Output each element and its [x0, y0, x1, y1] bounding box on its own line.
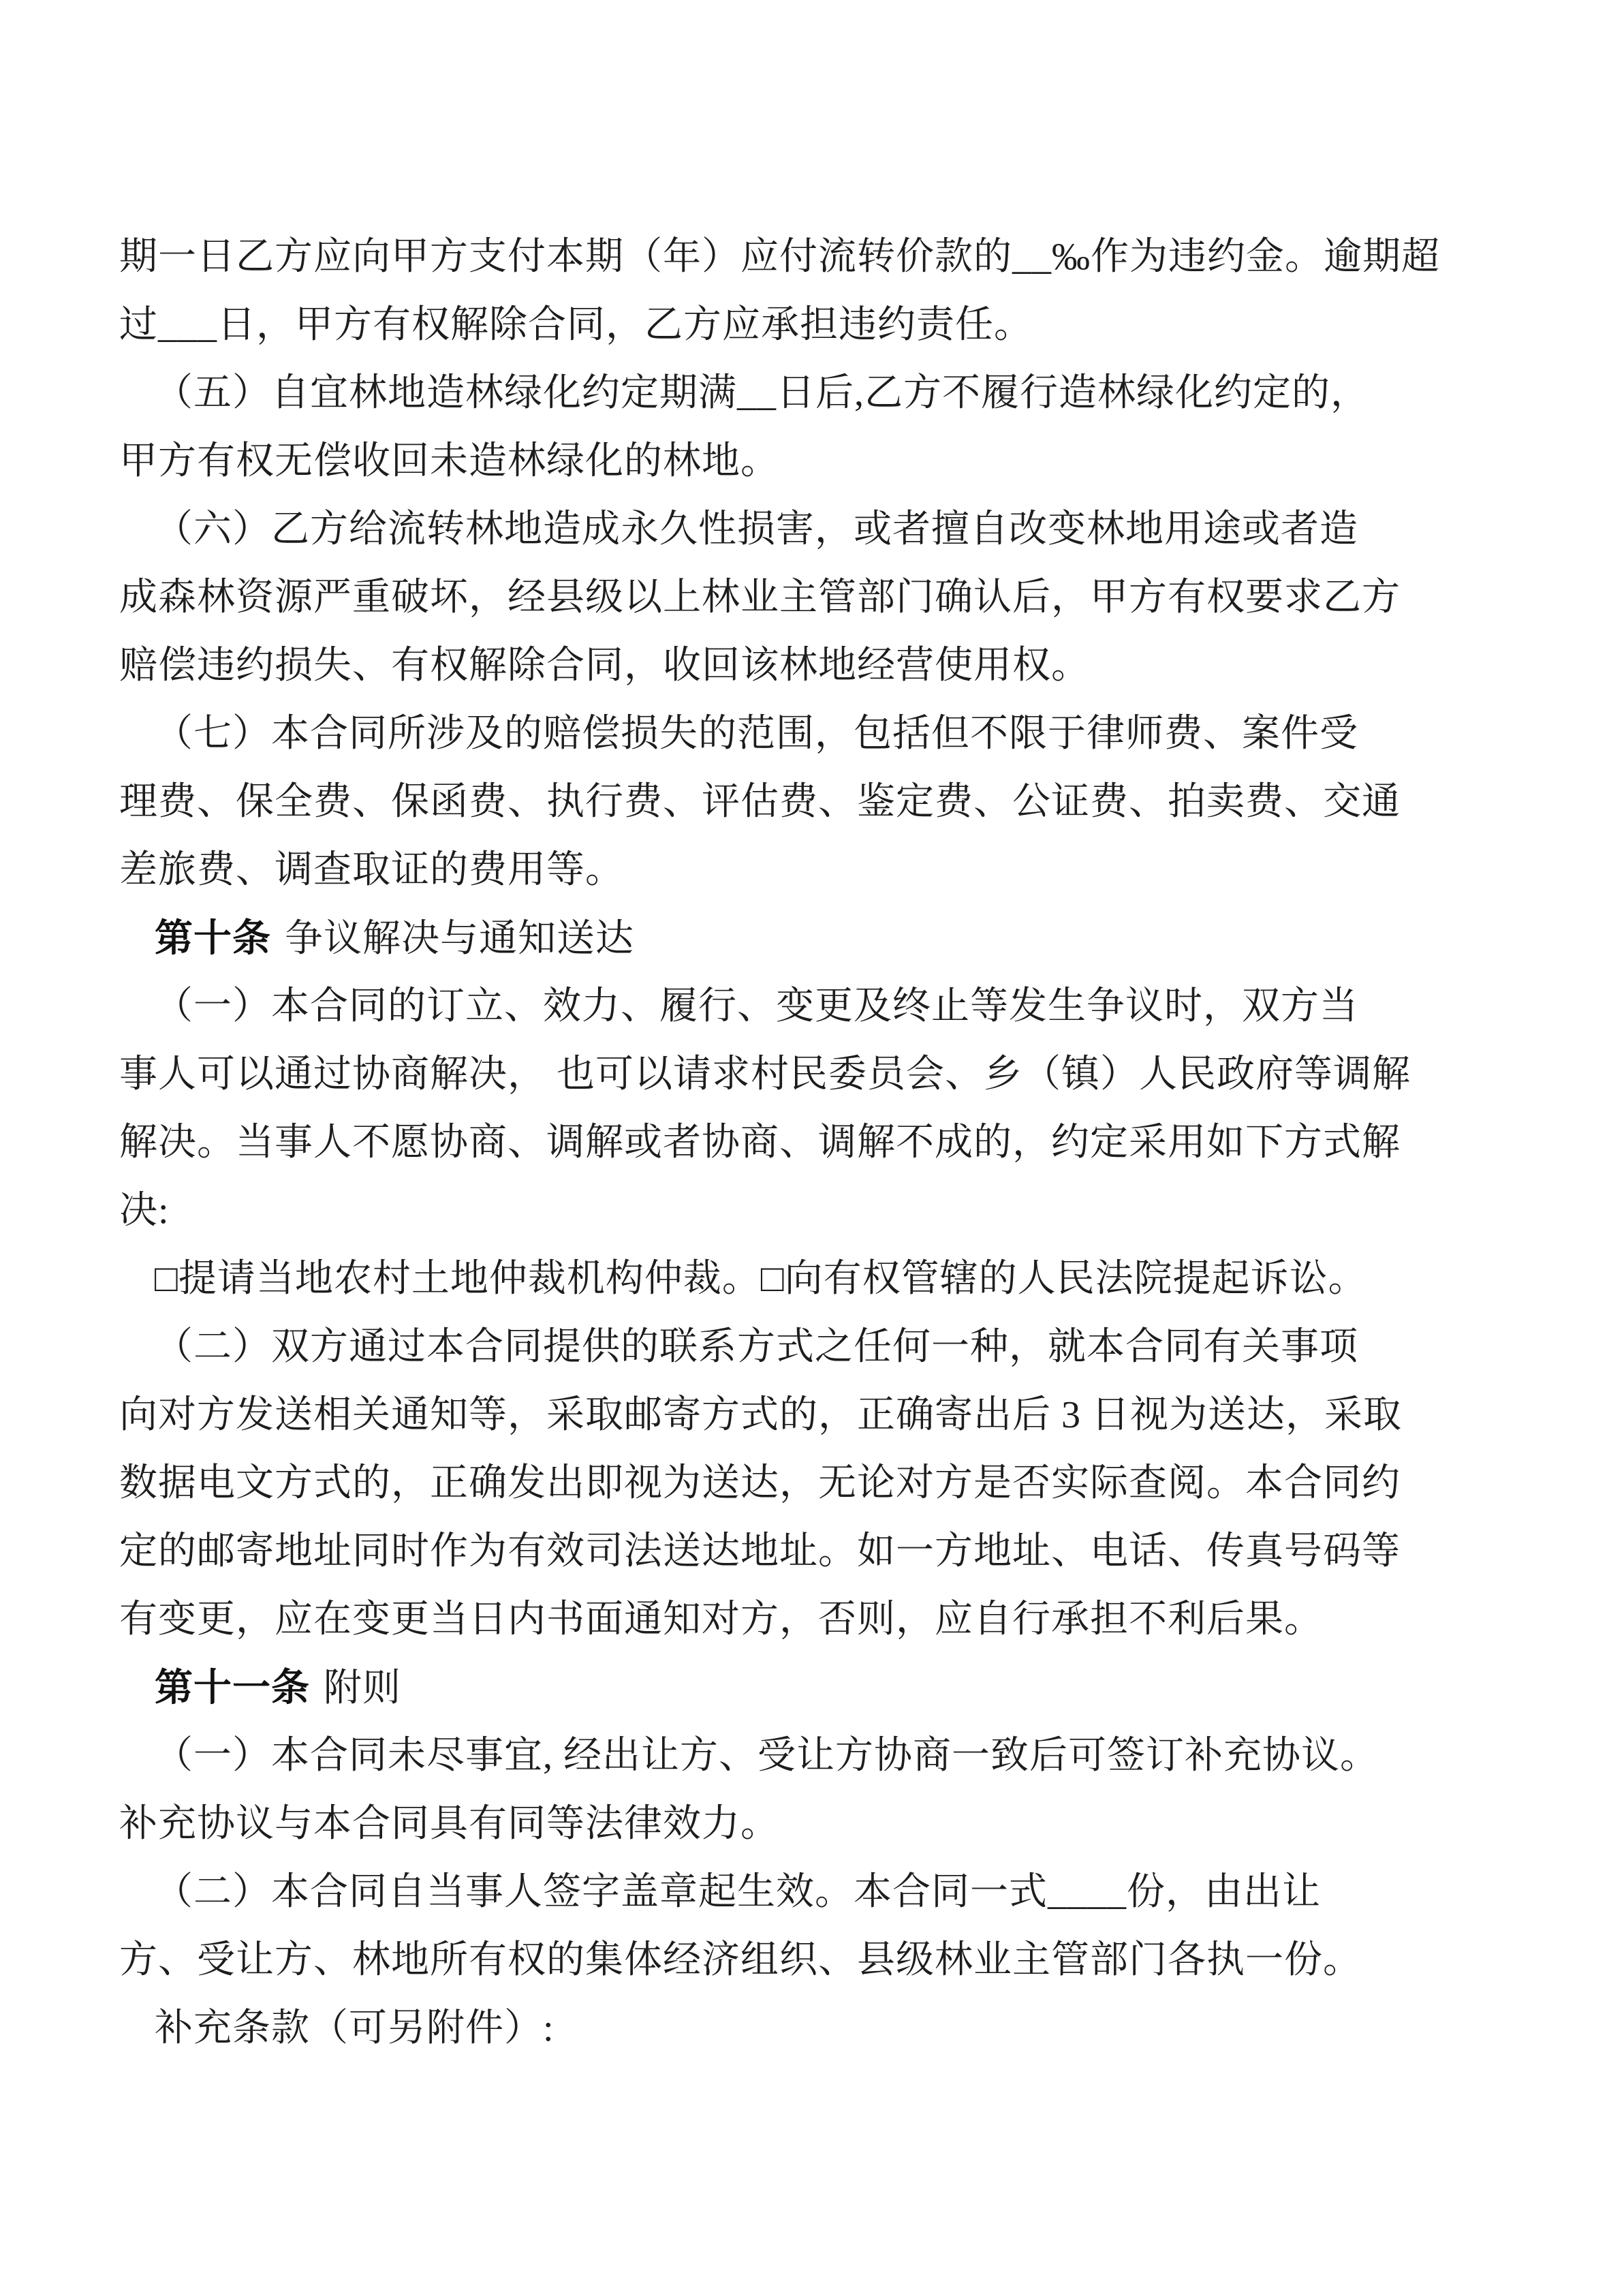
- line-text: 决:: [119, 1190, 170, 1232]
- line-text: （一）本合同未尽事宜, 经出让方、受让方协商一致后可签订补充协议。: [155, 1735, 1379, 1777]
- line-text: （二）双方通过本合同提供的联系方式之任何一种，就本合同有关事项: [155, 1326, 1358, 1368]
- line-text: （五）自宜林地造林绿化约定期满__日后,乙方不履行造林绿化约定的，: [155, 372, 1369, 414]
- option-arbitration-label: 提请当地农村土地仲裁机构仲裁。: [178, 1258, 761, 1300]
- clause7-line-1: [119, 700, 1505, 768]
- article10-item2-line-1: [119, 1313, 1505, 1381]
- article-10-number: 第十条: [155, 916, 271, 959]
- checkbox-arbitration-icon[interactable]: □: [155, 1258, 178, 1300]
- line-text: 期一日乙方应向甲方支付本期（年）应付流转价款的__‰作为违约金。逾期超: [119, 236, 1440, 278]
- article10-item1-line-1: [119, 972, 1505, 1040]
- clause7-line-2: [119, 768, 1505, 836]
- line-text: 有变更，应在变更当日内书面通知对方，否则，应自行承担不利后果。: [119, 1598, 1323, 1641]
- clause6-line-3: [119, 632, 1505, 700]
- article10-item1-line-2: [119, 1040, 1505, 1109]
- line-text: 事人可以通过协商解决， 也可以请求村民委员会、乡（镇）人民政府等调解: [119, 1053, 1411, 1096]
- clause6-line-1: [119, 495, 1505, 563]
- line-text: （二）本合同自当事人签字盖章起生效。本合同一式____份，由出让: [155, 1871, 1321, 1913]
- line-text: 方、受让方、林地所有权的集体经济组织、县级林业主管部门各执一份。: [119, 1939, 1362, 1981]
- clause7-line-3: [119, 836, 1505, 904]
- option-arbitration: [155, 1258, 761, 1300]
- line-text: 定的邮寄地址同时作为有效司法送达地址。如一方地址、电话、传真号码等: [119, 1530, 1401, 1572]
- line-text: 理费、保全费、保函费、执行费、评估费、鉴定费、公证费、拍卖费、交通: [119, 781, 1401, 823]
- line-text: 解决。当事人不愿协商、调解或者协商、调解不成的，约定采用如下方式解: [119, 1121, 1401, 1164]
- line-text: 数据电文方式的，正确发出即视为送达，无论对方是否实际查阅。本合同约: [119, 1462, 1401, 1504]
- supplementary-terms-label: [119, 1994, 1505, 2062]
- line-text: 差旅费、调查取证的费用等。: [119, 849, 624, 891]
- clause4-overdue-line-2: [119, 291, 1505, 359]
- option-litigation: [761, 1258, 1367, 1300]
- clause5-line-1: [119, 359, 1505, 427]
- contract-text-block: [119, 223, 1505, 2062]
- article10-item2-line-4: [119, 1517, 1505, 1585]
- line-text: 过___日，甲方有权解除合同，乙方应承担违约责任。: [119, 304, 1033, 346]
- article-11-heading: [119, 1654, 1505, 1722]
- article-11-number: 第十一条: [155, 1666, 310, 1709]
- clause5-line-2: [119, 427, 1505, 495]
- article11-item1-line-2: [119, 1790, 1505, 1858]
- article10-item2-line-5: [119, 1585, 1505, 1654]
- article11-item2-line-1: [119, 1858, 1505, 1926]
- article10-item2-line-2: [119, 1381, 1505, 1449]
- article-10-heading: [119, 904, 1505, 972]
- line-text: 成森林资源严重破坏，经县级以上林业主管部门确认后，甲方有权要求乙方: [119, 576, 1401, 619]
- article-10-title: 争议解决与通知送达: [285, 918, 634, 960]
- article11-item1-line-1: [119, 1722, 1505, 1790]
- line-text: 补充协议与本合同具有同等法律效力。: [119, 1803, 779, 1845]
- line-text: （七）本合同所涉及的赔偿损失的范围，包括但不限于律师费、案件受: [155, 713, 1358, 755]
- dispute-resolution-options-line: [119, 1245, 1505, 1313]
- article-11-title: 附则: [324, 1667, 401, 1709]
- article10-item2-line-3: [119, 1449, 1505, 1517]
- line-text: 补充条款（可另附件）:: [155, 2007, 555, 2049]
- line-text: 向对方发送相关通知等，采取邮寄方式的，正确寄出后 3 日视为送达，采取: [119, 1394, 1402, 1436]
- option-litigation-label: 向有权管辖的人民法院提起诉讼。: [784, 1258, 1367, 1300]
- line-text: （一）本合同的订立、效力、履行、变更及终止等发生争议时，双方当: [155, 985, 1358, 1027]
- line-text: （六）乙方给流转林地造成永久性损害，或者擅自改变林地用途或者造: [155, 508, 1358, 551]
- line-text: 甲方有权无偿收回未造林绿化的林地。: [119, 440, 779, 482]
- article11-item2-line-2: [119, 1926, 1505, 1994]
- clause4-overdue-line-1: [119, 223, 1505, 291]
- line-text: 赔偿违约损失、有权解除合同，收回该林地经营使用权。: [119, 645, 1090, 687]
- checkbox-litigation-icon[interactable]: □: [760, 1258, 785, 1300]
- clause6-line-2: [119, 563, 1505, 632]
- article10-item1-line-4: [119, 1177, 1505, 1245]
- article10-item1-line-3: [119, 1109, 1505, 1177]
